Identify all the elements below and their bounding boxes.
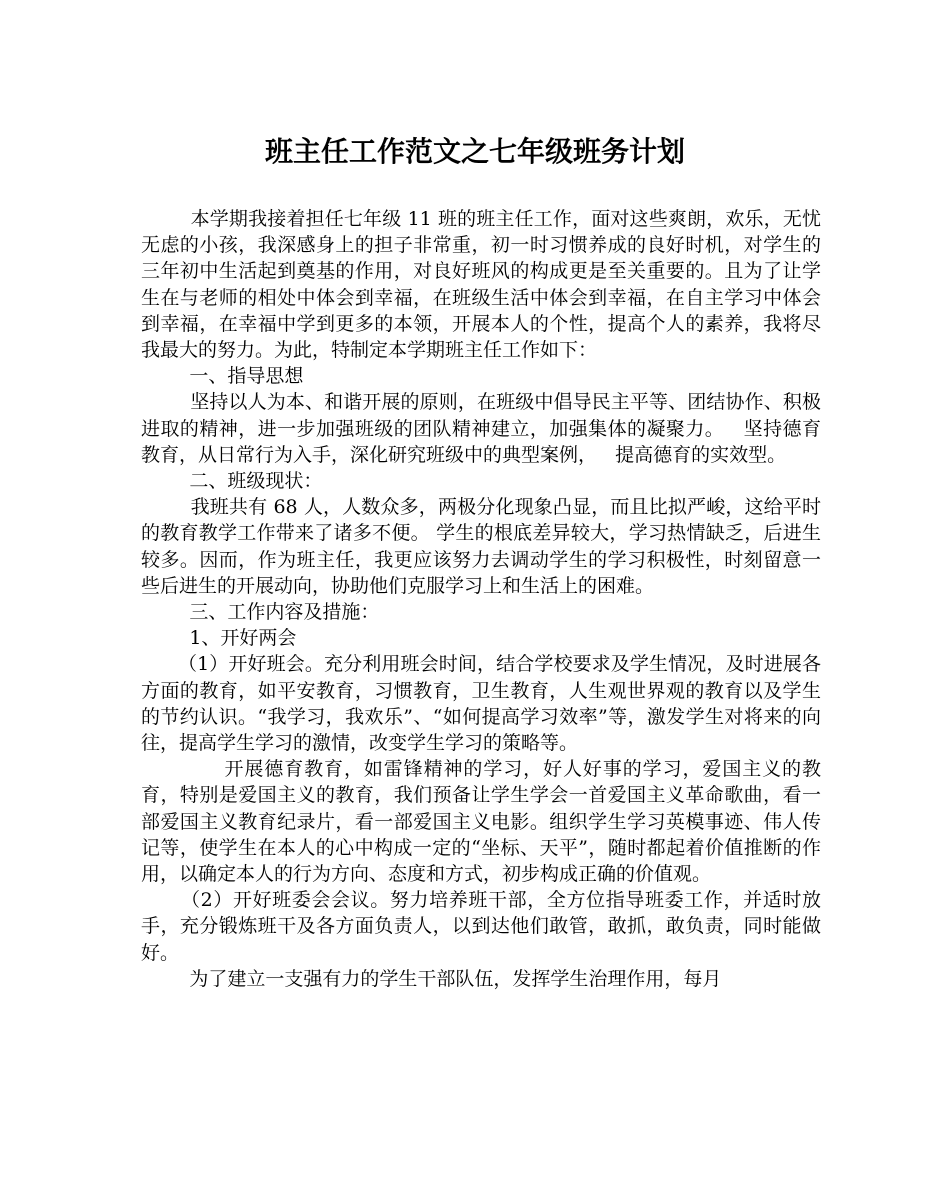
heading-work-content: 三、工作内容及措施：	[141, 601, 380, 624]
document-body	[141, 206, 821, 992]
paragraph-class-meeting: （1）开好班会。充分利用班会时间，结合学校要求及学生情况，及时进展各方面的教育，如平安教育，习惯教育，卫生教育，人生观世界观的教育以及学生的节约认识。“我学习，我欢乐”、“如何提高学习效率”等，激发学生对将来的向往，提高学生学习的激情，改变学生学习的策略等。	[141, 653, 821, 755]
document-title: 班主任工作范文之七年级班务计划	[264, 135, 685, 168]
paragraph-guiding-ideology: 坚持以人为本、和谐开展的原则，在班级中倡导民主平等、团结协作、积极进取的精神，进一步加强班级的团队精神建立，加强集体的凝聚力。 坚持德育教育，从日常行为入手，深化研究班级中的典型案例， 提高德育的实效型。	[141, 391, 821, 466]
paragraph-committee-meeting: （2）开好班委会会议。努力培养班干部，全方位指导班委工作，并适时放手，充分锻炼班干及各方面负责人，以到达他们敢管，敢抓，敢负责，同时能做好。	[141, 889, 821, 964]
heading-class-status: 二、班级现状：	[141, 470, 323, 493]
subheading-two-meetings: 1、开好两会	[141, 627, 297, 650]
paragraph-intro: 本学期我接着担任七年级 11 班的班主任工作，面对这些爽朗，欢乐，无忧无虑的小孩，我深感身上的担子非常重，初一时习惯养成的良好时机，对学生的三年初中生活起到奠基的作用，对良好班风的构成更是至关重要的。且为了让学生在与老师的相处中体会到幸福，在班级生活中体会到幸福，在自主学习中体会到幸福，在幸福中学到更多的本领，开展本人的个性，提高个人的素养，我将尽我最大的努力。为此，特制定本学期班主任工作如下：	[141, 208, 821, 362]
paragraph-moral-education: 开展德育教育，如雷锋精神的学习，好人好事的学习，爱国主义的教育，特别是爱国主义的教育，我们预备让学生学会一首爱国主义革命歌曲，看一部爱国主义教育纪录片，看一部爱国主义电影。组织学生学习英模事迹、伟人传记等，使学生在本人的心中构成一定的“坐标、天平”，随时都起着价值推断的作用，以确定本人的行为方向、态度和方式，初步构成正确的价值观。	[141, 758, 821, 886]
paragraph-student-cadres: 为了建立一支强有力的学生干部队伍，发挥学生治理作用，每月	[141, 967, 722, 990]
heading-guiding-ideology: 一、指导思想	[141, 365, 304, 388]
paragraph-class-status: 我班共有 68 人，人数众多，两极分化现象凸显，而且比拟严峻，这给平时的教育教学工作带来了诸多不便。 学生的根底差异较大，学习热情缺乏，后进生较多。因而，作为班主任，我更应该努力去调动学生的学习积极性，时刻留意一些后进生的开展动向，协助他们克服学习上和生活上的困难。	[141, 496, 821, 597]
